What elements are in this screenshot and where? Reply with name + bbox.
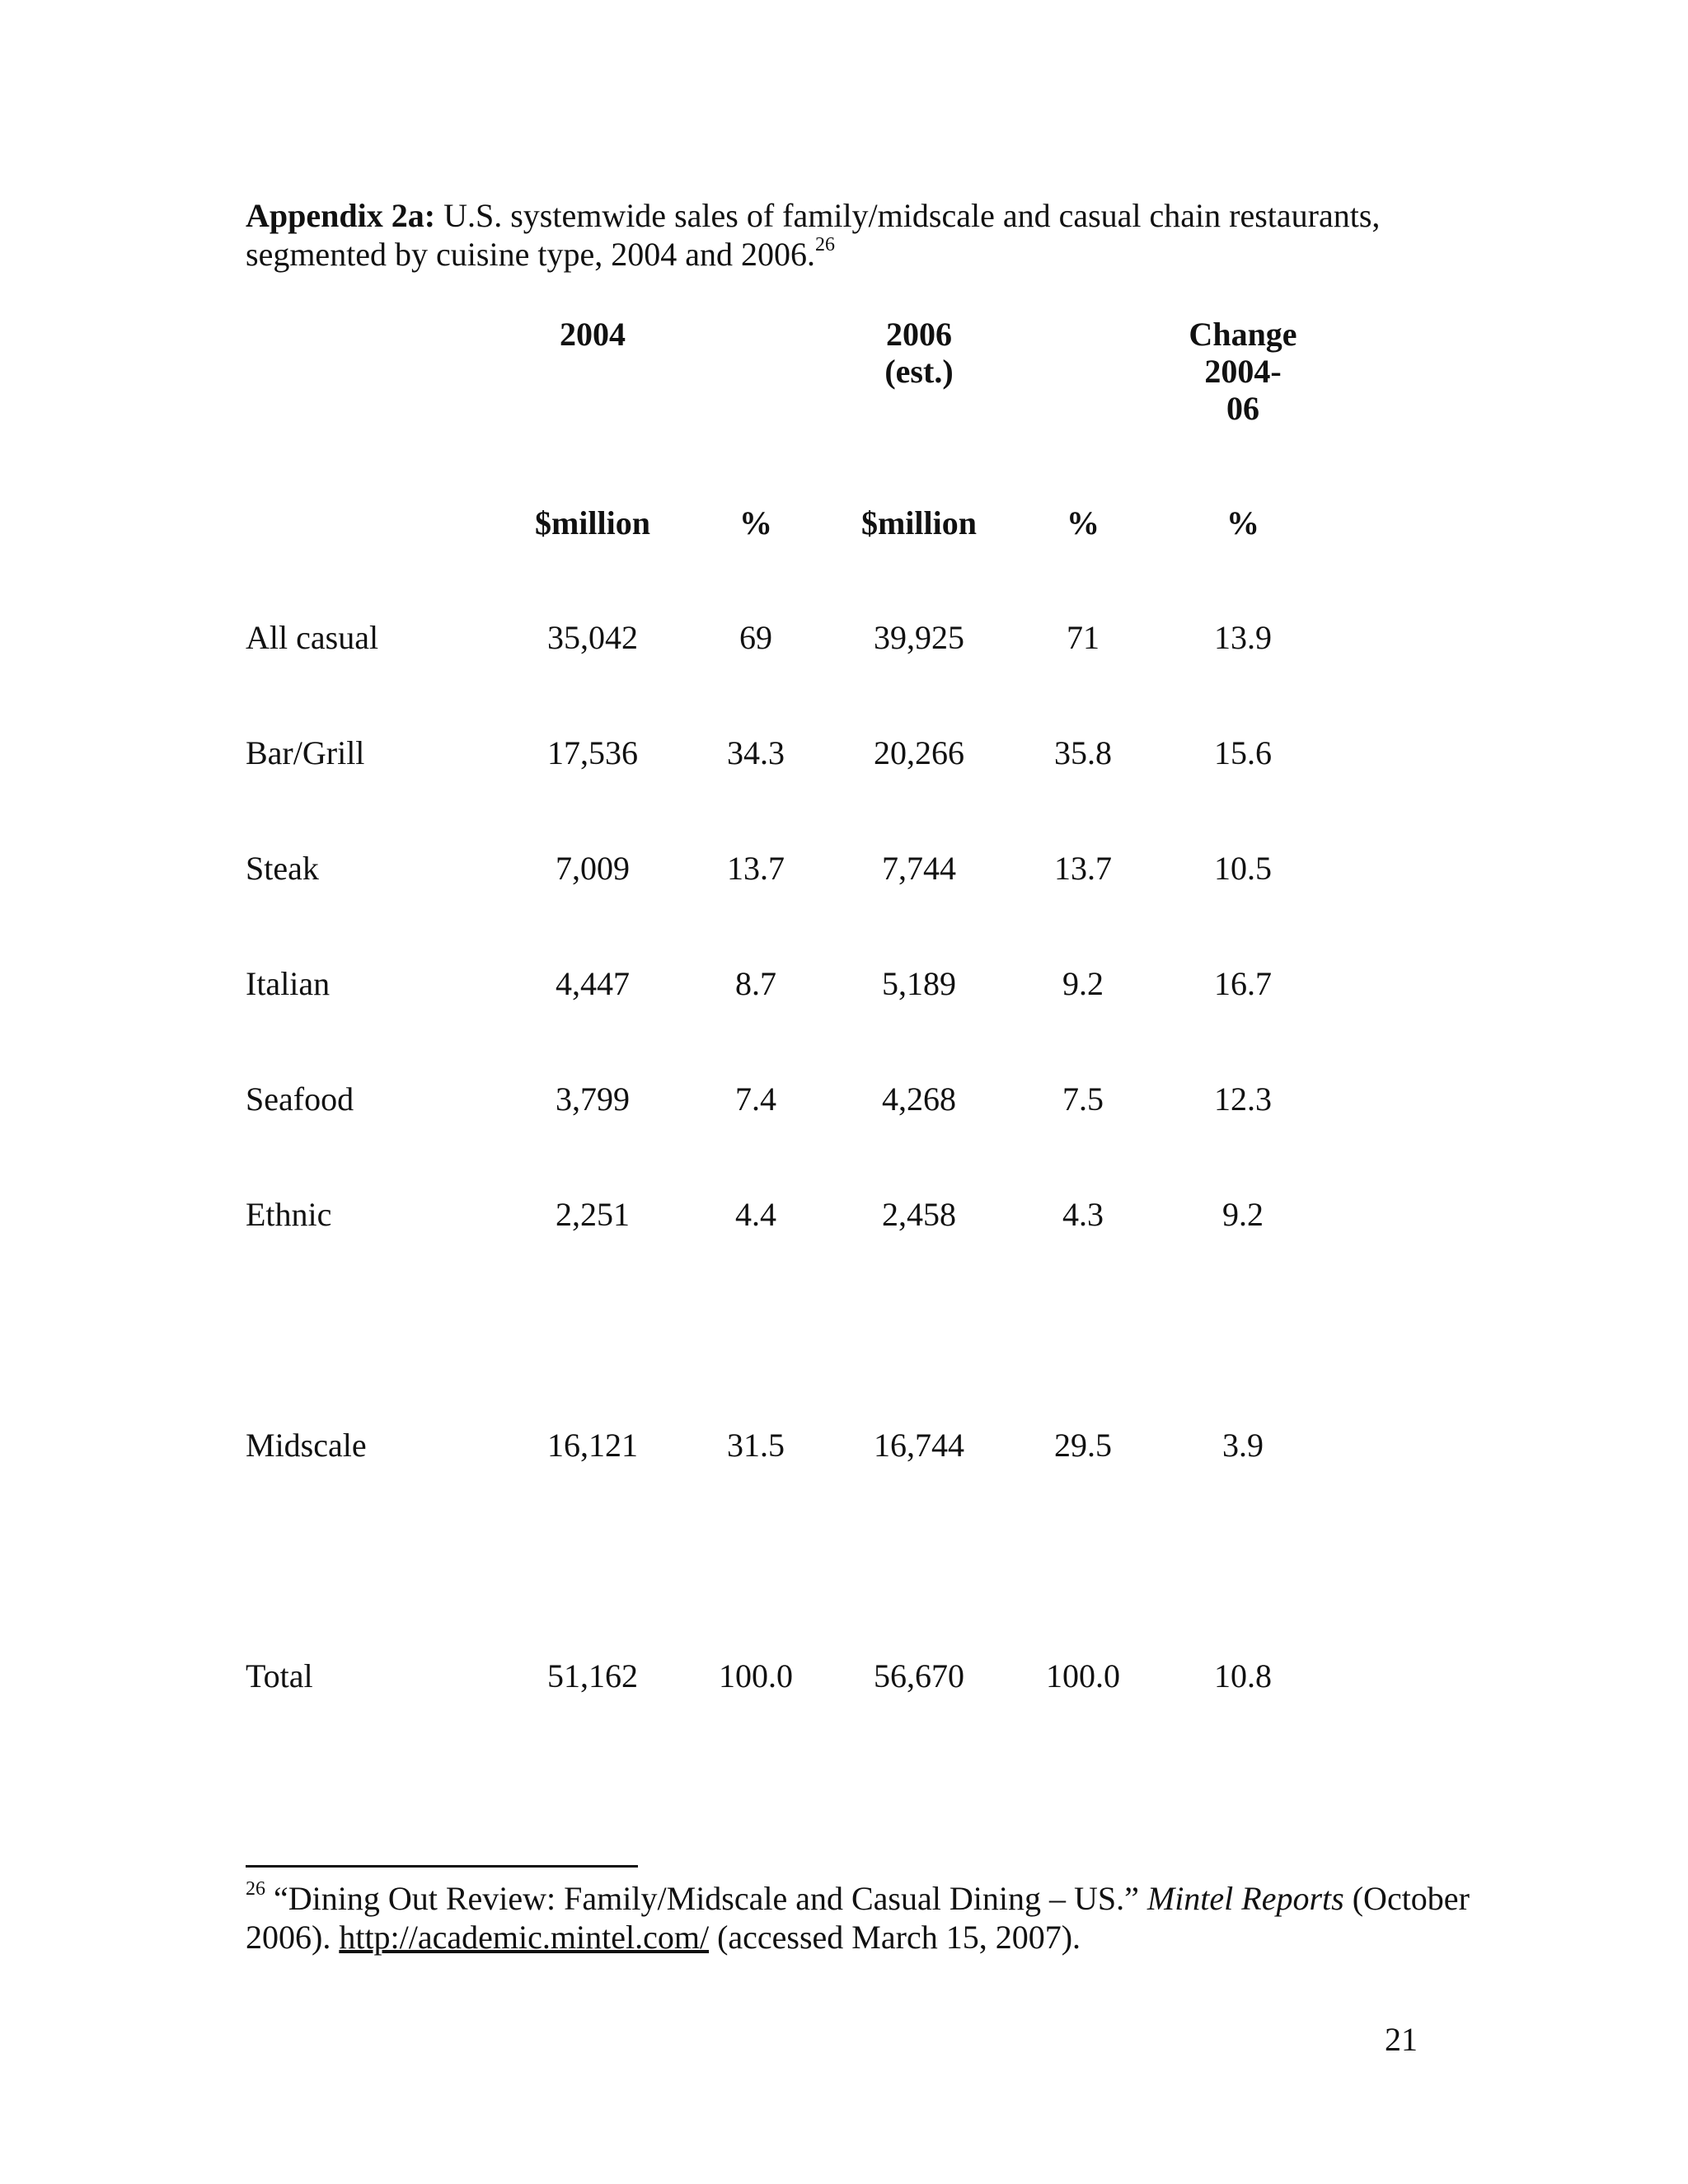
cell-value: 7,744	[882, 850, 956, 887]
unit-header-2004-million: $million	[534, 504, 651, 541]
cell-value: 4,447	[556, 965, 630, 1002]
cell-value: 12.3	[1214, 1080, 1272, 1118]
header-2004: 2004	[560, 316, 626, 353]
row-label-midscale: Midscale	[246, 1427, 367, 1464]
header-2006-est: (est.)	[884, 353, 954, 390]
header-change-years-end: 06	[1226, 390, 1259, 427]
header-2006: 2006	[886, 316, 952, 353]
cell-value: 9.2	[1222, 1196, 1264, 1233]
cell-value: 2,251	[556, 1196, 630, 1233]
cell-value: 15.6	[1214, 734, 1272, 771]
cell-value: 34.3	[727, 734, 785, 771]
cell-value: 13.7	[1054, 850, 1112, 887]
cell-value: 7.4	[735, 1080, 776, 1118]
cell-value: 17,536	[547, 734, 638, 771]
cell-value: 56,670	[874, 1657, 964, 1694]
footnote-publication: Mintel Reports	[1146, 1880, 1344, 1917]
cell-value: 29.5	[1054, 1427, 1112, 1464]
unit-header-2004-percent: %	[739, 504, 772, 541]
footnote-separator	[246, 1865, 638, 1868]
footnote-text-mid: (October 2006).	[246, 1880, 1470, 1956]
table-caption	[246, 196, 1482, 274]
page-number: 21	[1385, 2021, 1418, 2058]
cell-value: 3,799	[556, 1080, 630, 1118]
row-label-steak: Steak	[246, 850, 319, 887]
cell-value: 35.8	[1054, 734, 1112, 771]
cell-value: 7.5	[1062, 1080, 1104, 1118]
caption-lead: Appendix 2a:	[246, 197, 436, 234]
cell-value: 7,009	[556, 850, 630, 887]
header-change: Change	[1189, 316, 1297, 353]
cell-value: 10.8	[1214, 1657, 1272, 1694]
footnote-link[interactable]: http://academic.mintel.com/	[339, 1919, 710, 1956]
row-label-ethnic: Ethnic	[246, 1196, 332, 1233]
cell-value: 9.2	[1062, 965, 1104, 1002]
footnote	[246, 1879, 1482, 1957]
footnote-text-before: “Dining Out Review: Family/Midscale and Casual Dining – US.”	[265, 1880, 1147, 1917]
row-label-total: Total	[246, 1657, 313, 1694]
cell-value: 13.7	[727, 850, 785, 887]
footnote-text-after: (accessed March 15, 2007).	[709, 1919, 1081, 1956]
cell-value: 20,266	[874, 734, 964, 771]
unit-header-2006-million: $million	[860, 504, 978, 541]
cell-value: 35,042	[547, 619, 638, 656]
cell-value: 39,925	[874, 619, 964, 656]
cell-value: 13.9	[1214, 619, 1272, 656]
cell-value: 3.9	[1222, 1427, 1264, 1464]
cell-value: 10.5	[1214, 850, 1272, 887]
cell-value: 16.7	[1214, 965, 1272, 1002]
unit-header-2006-percent: %	[1067, 504, 1100, 541]
header-change-years: 2004-	[1204, 353, 1282, 390]
cell-value: 8.7	[735, 965, 776, 1002]
row-label-bar-grill: Bar/Grill	[246, 734, 365, 771]
cell-value: 69	[739, 619, 772, 656]
cell-value: 5,189	[882, 965, 956, 1002]
cell-value: 2,458	[882, 1196, 956, 1233]
caption-text: U.S. systemwide sales of family/midscale and casual chain restaurants, segmented by cuisine type, 2004 and 2006.	[246, 197, 1381, 273]
footnote-number: 26	[246, 1878, 265, 1900]
caption-footnote-ref[interactable]: 26	[814, 234, 835, 255]
cell-value: 4,268	[882, 1080, 956, 1118]
cell-value: 100.0	[1046, 1657, 1120, 1694]
cell-value: 16,744	[874, 1427, 964, 1464]
cell-value: 4.4	[735, 1196, 776, 1233]
row-label-all-casual: All casual	[246, 619, 379, 656]
row-label-seafood: Seafood	[246, 1080, 354, 1118]
cell-value: 100.0	[719, 1657, 793, 1694]
unit-header-change-percent: %	[1226, 504, 1259, 541]
cell-value: 4.3	[1062, 1196, 1104, 1233]
cell-value: 51,162	[547, 1657, 638, 1694]
cell-value: 16,121	[547, 1427, 638, 1464]
row-label-italian: Italian	[246, 965, 331, 1002]
cell-value: 31.5	[727, 1427, 785, 1464]
cell-value: 71	[1067, 619, 1100, 656]
